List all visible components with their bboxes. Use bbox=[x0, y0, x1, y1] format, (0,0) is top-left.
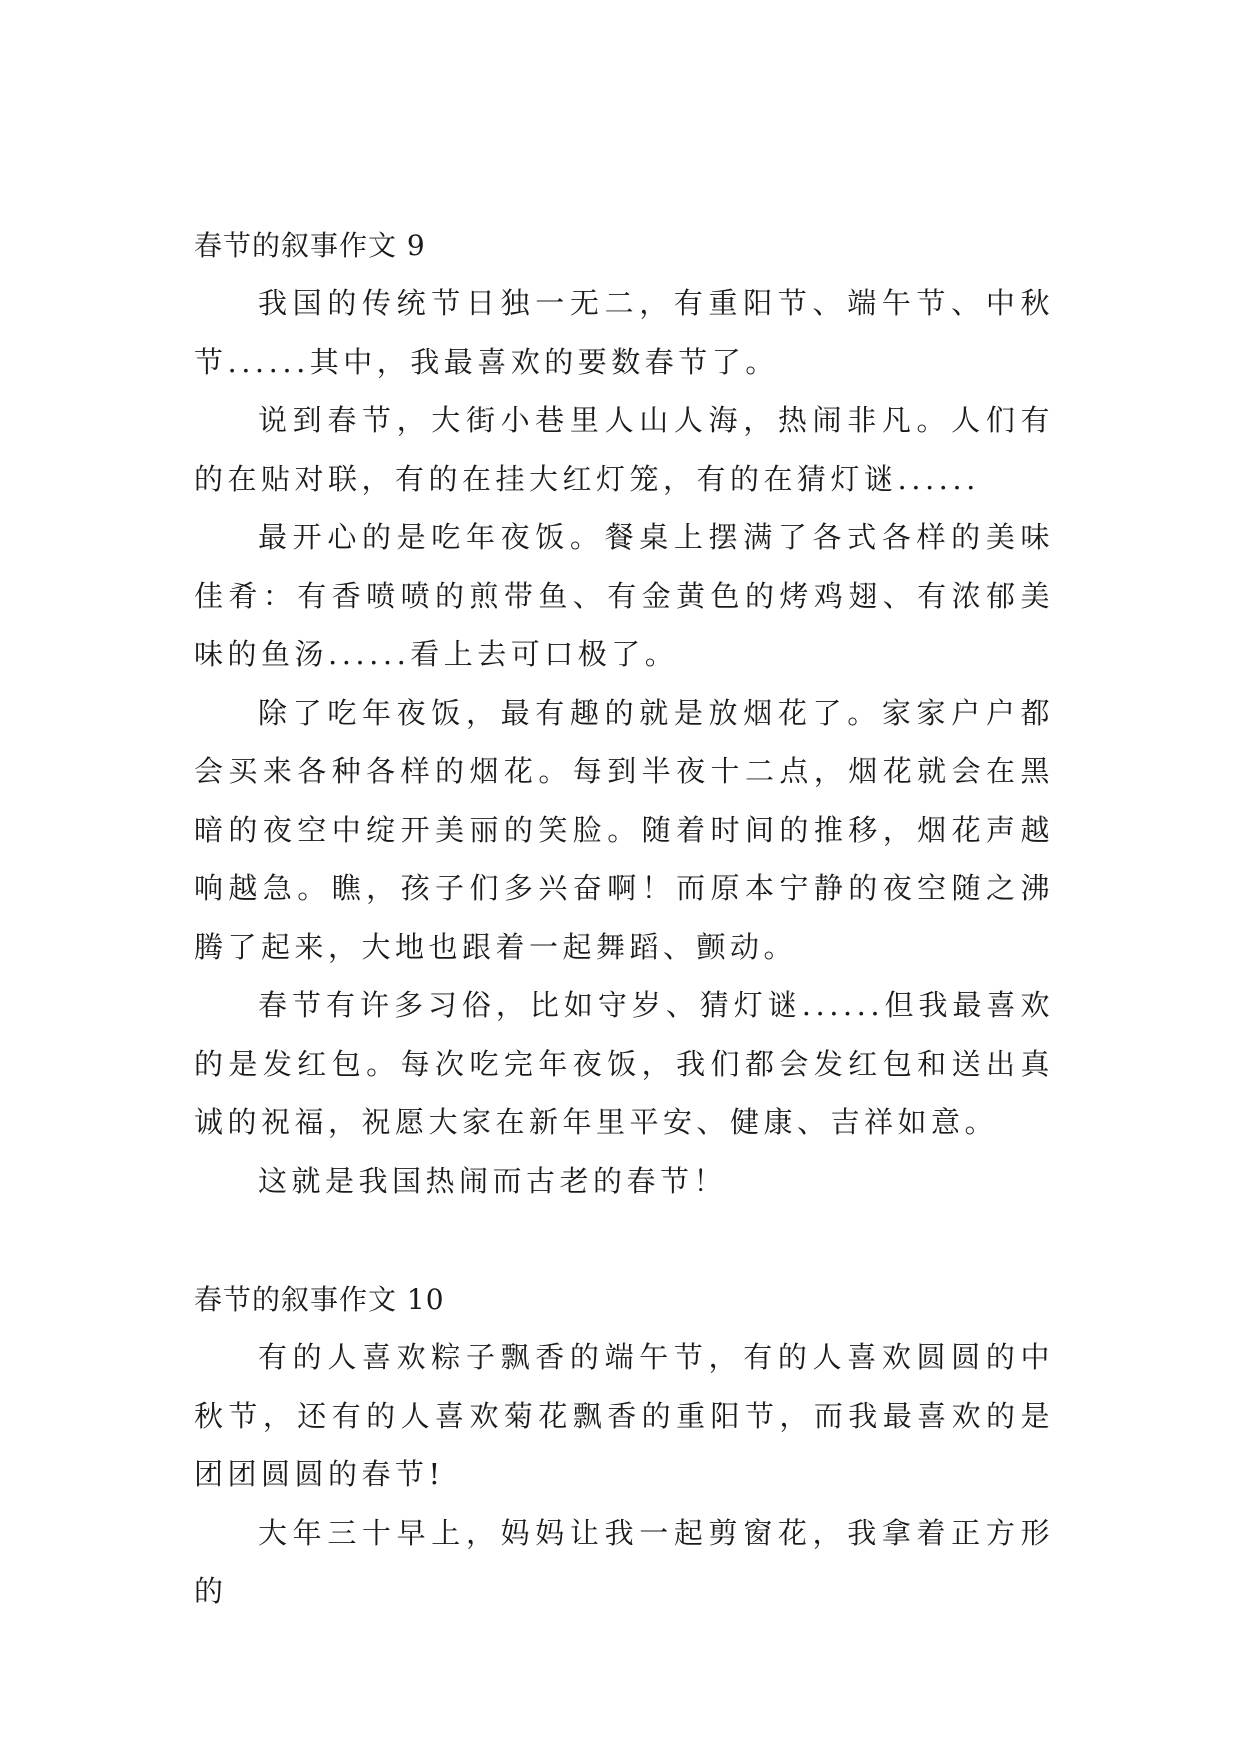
essay-10 bbox=[194, 1272, 1054, 1621]
essay-title: 春节的叙事作文 10 bbox=[194, 1283, 445, 1316]
paragraph: 除了吃年夜饭，最有趣的就是放烟花了。家家户户都会买来各种各样的烟花。每到半夜十二点，烟花就会在黑暗的夜空中绽开美丽的笑脸。随着时间的推移，烟花声越响越急。瞧，孩子们多兴奋啊！而原本宁静的夜空随之沸腾了起来，大地也跟着一起舞蹈、颤动。 bbox=[194, 695, 1054, 964]
essay-9 bbox=[194, 218, 1054, 1210]
paragraph: 这就是我国热闹而古老的春节！ bbox=[258, 1163, 728, 1198]
paragraph: 有的人喜欢粽子飘香的端午节，有的人喜欢圆圆的中秋节，还有的人喜欢菊花飘香的重阳节，而我最喜欢的是团团圆圆的春节! bbox=[194, 1340, 1054, 1491]
paragraph: 最开心的是吃年夜饭。餐桌上摆满了各式各样的美味佳肴：有香喷喷的煎带鱼、有金黄色的烤鸡翅、有浓郁美味的鱼汤......看上去可口极了。 bbox=[194, 520, 1054, 671]
essay-title: 春节的叙事作文 9 bbox=[194, 229, 426, 262]
paragraph: 大年三十早上，妈妈让我一起剪窗花，我拿着正方形的 bbox=[194, 1515, 1054, 1608]
paragraph: 我国的传统节日独一无二，有重阳节、端午节、中秋节......其中，我最喜欢的要数春节了。 bbox=[194, 286, 1054, 379]
paragraph: 春节有许多习俗，比如守岁、猜灯谜......但我最喜欢的是发红包。每次吃完年夜饭，我们都会发红包和送出真诚的祝福，祝愿大家在新年里平安、健康、吉祥如意。 bbox=[194, 988, 1054, 1139]
paragraph: 说到春节，大街小巷里人山人海，热闹非凡。人们有的在贴对联，有的在挂大红灯笼，有的在猜灯谜...... bbox=[194, 403, 1054, 496]
